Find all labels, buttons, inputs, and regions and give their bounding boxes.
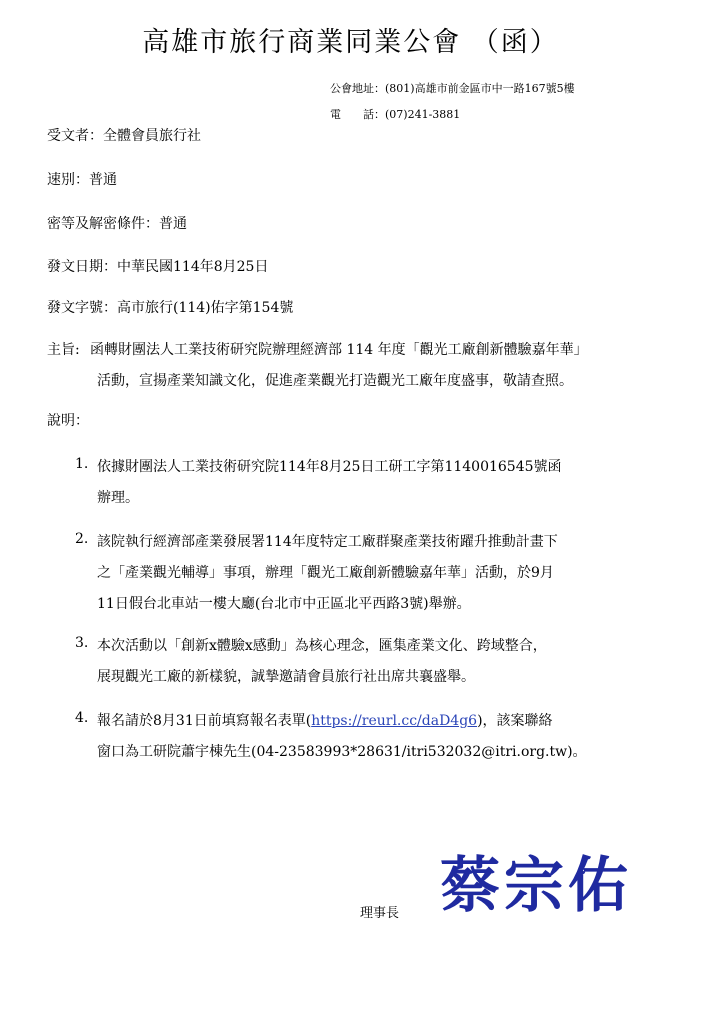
item-3-line-1: 本次活動以「創新x體驗x感動」為核心理念，匯集產業文化、跨域整合， — [97, 638, 547, 654]
phone-value: (07)241-3881 — [385, 108, 461, 121]
item-1-line-1: 依據財團法人工業技術研究院114年8月25日工研工字第1140016545號函 — [97, 459, 562, 475]
document-number-field: 發文字號：高市旅行(114)佑字第154號 — [47, 300, 294, 316]
phone-label: 電 話： — [330, 108, 385, 121]
subject-line-1: 函轉財團法人工業技術研究院辦理經濟部 114 年度「觀光工廠創新體驗嘉年華」 — [90, 342, 588, 358]
item-2-line-3: 11日假台北車站一樓大廳(台北市中正區北平西路3號)舉辦。 — [97, 596, 471, 612]
document-title: 高雄市旅行商業同業公會 （函） — [142, 27, 559, 58]
secrecy-field: 密等及解密條件：普通 — [47, 216, 187, 232]
item-1-line-2: 辦理。 — [97, 490, 139, 506]
speed-field: 速別：普通 — [47, 172, 117, 188]
item-number: 1. — [75, 456, 89, 472]
item-4-suffix: )，該案聯絡 — [477, 713, 553, 729]
issue-date-field: 發文日期：中華民國114年8月25日 — [47, 259, 269, 275]
association-address — [330, 80, 575, 96]
item-2-line-1: 該院執行經濟部產業發展署114年度特定工廠群聚產業技術躍升推動計畫下 — [97, 534, 558, 550]
item-4-line-2: 窗口為工研院蕭宇棟先生(04-23583993*28631/itri532032@itri.org.tw)。 — [97, 744, 587, 760]
item-number: 2. — [75, 531, 89, 547]
chairperson-signature: 蔡宗佑 — [440, 851, 632, 921]
association-phone — [330, 106, 460, 122]
item-4-prefix: 報名請於8月31日前填寫報名表單( — [97, 713, 312, 729]
recipient-field: 受文者：全體會員旅行社 — [47, 128, 201, 144]
subject-label: 主旨: — [47, 342, 80, 358]
explanation-label: 說明： — [47, 413, 89, 429]
chairperson-title: 理事長 — [360, 906, 400, 921]
item-3-line-2: 展現觀光工廠的新樣貌，誠摯邀請會員旅行社出席共襄盛舉。 — [97, 669, 475, 685]
item-number: 4. — [75, 710, 89, 726]
item-number: 3. — [75, 635, 89, 651]
subject-line-2: 活動，宣揚產業知識文化，促進產業觀光打造觀光工廠年度盛事，敬請查照。 — [97, 373, 573, 389]
registration-link[interactable]: https://reurl.cc/daD4g6 — [311, 713, 478, 729]
address-value: (801)高雄市前金區市中一路167號5樓 — [385, 82, 575, 95]
item-4-line-1 — [97, 710, 553, 730]
item-2-line-2: 之「產業觀光輔導」事項，辦理「觀光工廠創新體驗嘉年華」活動，於9月 — [97, 565, 554, 581]
address-label: 公會地址： — [330, 82, 385, 95]
